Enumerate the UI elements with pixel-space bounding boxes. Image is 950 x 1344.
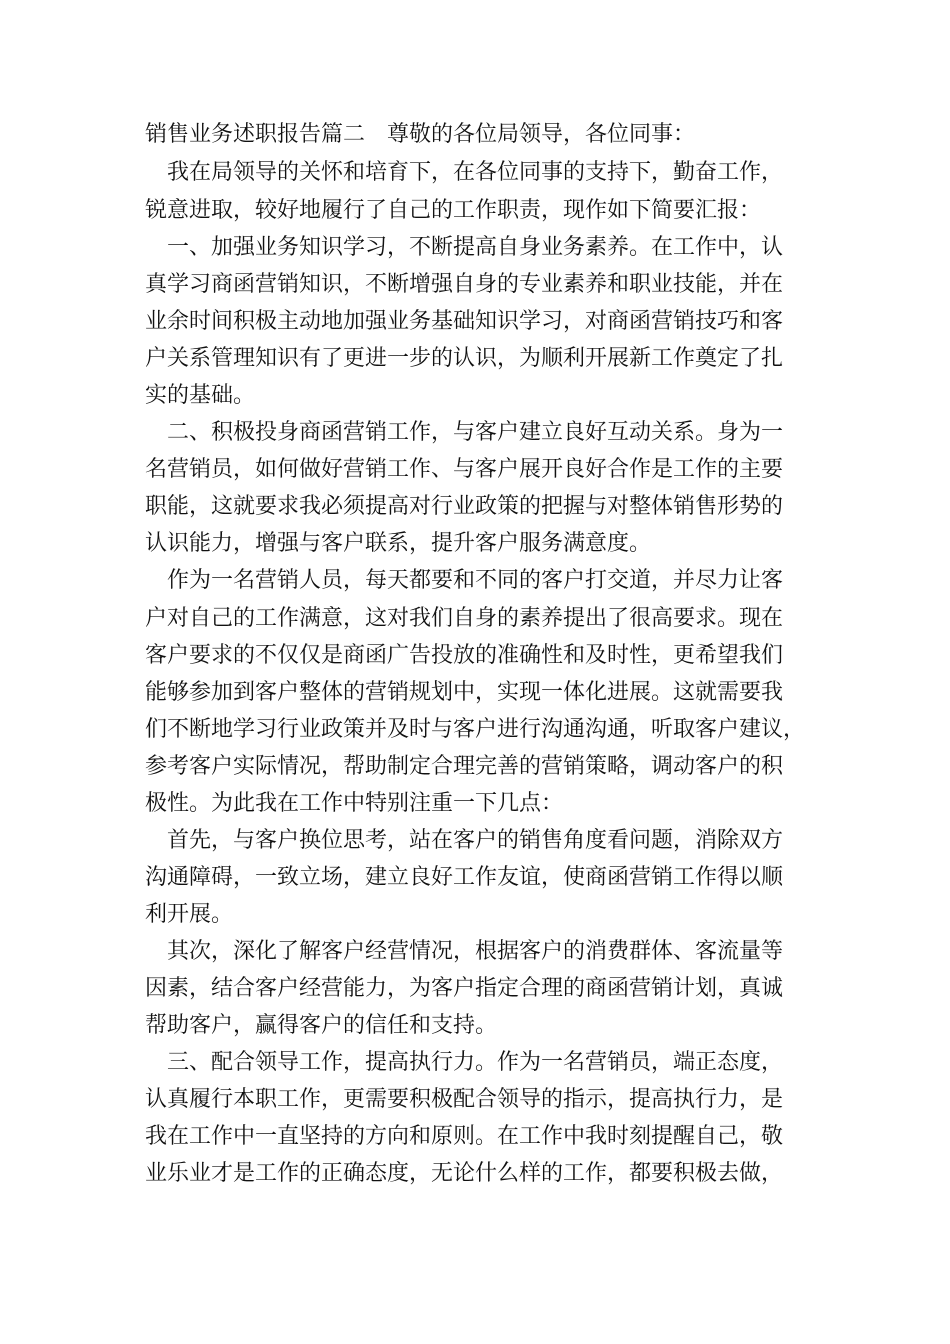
text-line: 沟通障碍，一致立场，建立良好工作友谊，使商函营销工作得以顺 (145, 865, 784, 890)
text-line: 认识能力，增强与客户联系，提升客户服务满意度。 (145, 531, 652, 556)
text-line: 业乐业才是工作的正确态度，无论什么样的工作，都要积极去做， (145, 1161, 784, 1186)
text-line: 职能，这就要求我必须提高对行业政策的把握与对整体销售形势的 (145, 494, 784, 519)
text-line: 极性。为此我在工作中特别注重一下几点： (145, 791, 564, 816)
text-line: 作为一名营销人员，每天都要和不同的客户打交道，并尽力让客 (145, 568, 784, 593)
text-line: 首先，与客户换位思考，站在客户的销售角度看问题，消除双方 (145, 828, 784, 853)
text-line: 一、加强业务知识学习，不断提高自身业务素养。在工作中，认 (145, 235, 784, 260)
text-line: 因素，结合客户经营能力，为客户指定合理的商函营销计划，真诚 (145, 976, 784, 1001)
text-line: 名营销员，如何做好营销工作、与客户展开良好合作是工作的主要 (145, 457, 784, 482)
text-line: 户关系管理知识有了更进一步的认识，为顺利开展新工作奠定了扎 (145, 346, 784, 371)
text-line: 实的基础。 (145, 383, 256, 408)
text-line: 能够参加到客户整体的营销规划中，实现一体化进展。这就需要我 (145, 680, 784, 705)
text-line: 我在工作中一直坚持的方向和原则。在工作中我时刻提醒自己，敬 (145, 1124, 784, 1149)
text-line: 们不断地学习行业政策并及时与客户进行沟通沟通，听取客户建议， (145, 717, 806, 742)
text-line: 利开展。 (145, 902, 234, 927)
text-line: 参考客户实际情况，帮助制定合理完善的营销策略，调动客户的积 (145, 754, 784, 779)
text-line: 认真履行本职工作，更需要积极配合领导的指示，提高执行力，是 (145, 1087, 784, 1112)
text-line: 真学习商函营销知识，不断增强自身的专业素养和职业技能，并在 (145, 272, 784, 297)
text-line: 帮助客户，赢得客户的信任和支持。 (145, 1013, 498, 1038)
document-title-line: 销售业务述职报告篇二 尊敬的各位局领导，各位同事： (145, 122, 696, 147)
text-line: 户对自己的工作满意，这对我们自身的素养提出了很高要求。现在 (145, 606, 784, 631)
text-line: 我在局领导的关怀和培育下，在各位同事的支持下，勤奋工作， (145, 160, 784, 185)
text-line: 其次，深化了解客户经营情况，根据客户的消费群体、客流量等 (145, 939, 784, 964)
text-line: 客户要求的不仅仅是商函广告投放的准确性和及时性，更希望我们 (145, 643, 784, 668)
text-line: 业余时间积极主动地加强业务基础知识学习，对商函营销技巧和客 (145, 309, 784, 334)
text-line: 锐意进取，较好地履行了自己的工作职责，现作如下简要汇报： (145, 198, 762, 223)
text-line: 三、配合领导工作，提高执行力。作为一名营销员，端正态度， (145, 1050, 784, 1075)
text-line: 二、积极投身商函营销工作，与客户建立良好互动关系。身为一 (145, 420, 784, 445)
